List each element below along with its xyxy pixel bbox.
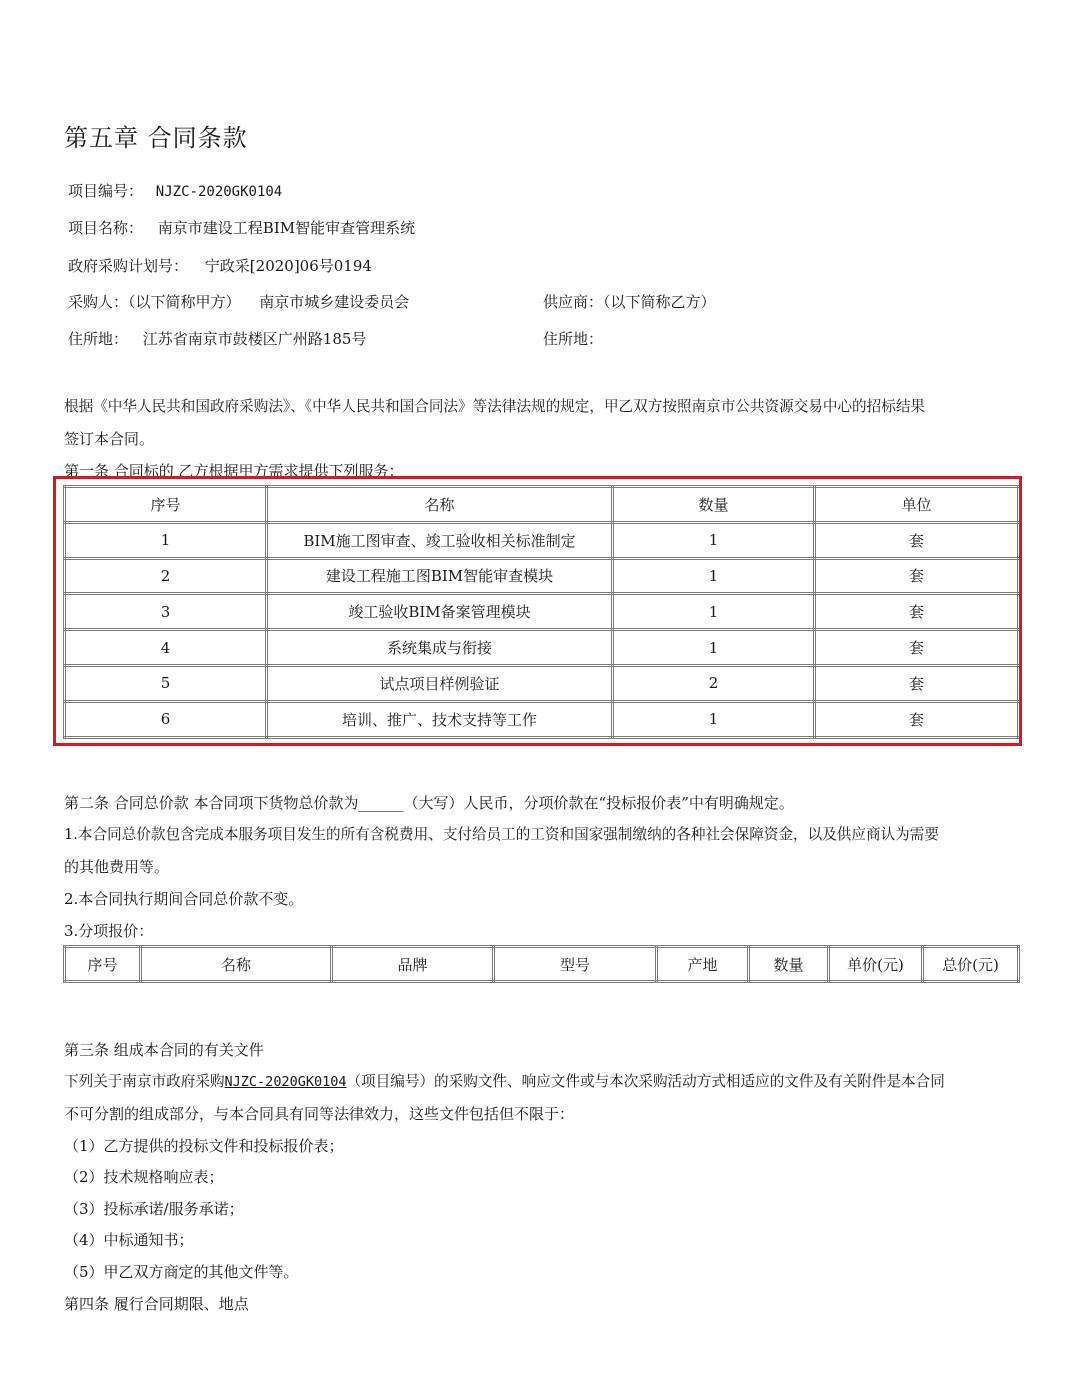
header-cell: 序号 (65, 947, 141, 982)
row-number: 6 (65, 701, 267, 737)
row-number: 1 (65, 522, 267, 558)
article-2-heading: 第二条 合同总价款 本合同项下货物总价款为______（大写）人民币，分项价款在“投标报价表”中有明确规定。 (64, 794, 794, 812)
service-name: 系统集成与衔接 (267, 630, 613, 666)
header-cell: 序号 (65, 487, 267, 523)
plan-number: 宁政采[2020]06号0194 (204, 257, 372, 275)
supplier-label: 供应商：（以下简称乙方） (543, 293, 716, 311)
unit: 套 (815, 665, 1019, 701)
unit: 套 (815, 558, 1019, 594)
article-4-heading: 第四条 履行合同期限、地点 (64, 1295, 249, 1313)
header-cell: 单价(元) (829, 947, 923, 982)
pricing-header-row (65, 947, 1019, 982)
quantity: 1 (613, 522, 815, 558)
project-number: NJZC-2020GK0104 (155, 184, 283, 200)
quantity: 1 (613, 558, 815, 594)
unit: 套 (815, 630, 1019, 666)
header-cell: 名称 (141, 947, 332, 982)
quantity: 1 (613, 630, 815, 666)
article-2-item-1-line-2: 的其他费用等。 (64, 858, 170, 876)
header-cell: 数量 (749, 947, 829, 982)
article-3-line-1-suffix: （项目编号）的采购文件、响应文件或与本次采购活动方式相适应的文件及有关附件是本合同 (346, 1073, 945, 1090)
table-row (65, 558, 1019, 594)
buyer-name: 南京市城乡建设委员会 (259, 293, 410, 311)
unit: 套 (815, 522, 1019, 558)
article-3-heading: 第三条 组成本合同的有关文件 (64, 1041, 264, 1059)
plan-number-line (68, 256, 372, 276)
article-3-project-code: NJZC-2020GK0104 (224, 1074, 347, 1090)
header-cell: 总价(元) (923, 947, 1019, 982)
table-row (65, 630, 1019, 666)
quantity: 1 (613, 701, 815, 737)
header-cell: 数量 (613, 487, 815, 523)
quantity: 2 (613, 665, 815, 701)
article-3-line-1-prefix: 下列关于南京市政府采购 (64, 1073, 225, 1090)
article-3-line-2: 不可分割的组成部分，与本合同具有同等法律效力，这些文件包括但不限于： (64, 1105, 575, 1123)
article-3-line-1 (64, 1072, 945, 1092)
header-cell: 品牌 (332, 947, 494, 982)
intro-line-1: 根据《中华人民共和国政府采购法》、《中华人民共和国合同法》等法律法规的规定，甲乙双方按照南京市公共资源交易中心的招标结果 (64, 398, 926, 415)
intro-line-2: 签订本合同。 (64, 430, 155, 448)
table-row (65, 665, 1019, 701)
service-name: 培训、推广、技术支持等工作 (267, 701, 613, 737)
row-number: 2 (65, 558, 267, 594)
plan-number-label: 政府采购计划号： (68, 257, 189, 275)
list-item: （5）甲乙双方商定的其他文件等。 (64, 1263, 299, 1281)
article-2-item-3: 3.分项报价： (64, 922, 154, 940)
services-table (63, 485, 1020, 739)
project-name-label: 项目名称： (68, 219, 144, 237)
article-2-item-1-line-1: 1.本合同总价款包含完成本服务项目发生的所有含税费用、支付给员工的工资和国家强制缴纳的各种社会保障资金，以及供应商认为需要 (64, 826, 939, 843)
chapter-title: 第五章 合同条款 (64, 124, 248, 152)
project-name: 南京市建设工程BIM智能审查管理系统 (157, 219, 416, 237)
table-row (65, 594, 1019, 630)
list-item: （2）技术规格响应表； (64, 1168, 224, 1186)
header-cell: 单位 (815, 487, 1019, 523)
pricing-table (63, 945, 1020, 983)
service-name: 建设工程施工图BIM智能审查模块 (267, 558, 613, 594)
header-cell: 型号 (494, 947, 657, 982)
supplier-address-label: 住所地： (543, 330, 604, 348)
project-name-line (68, 218, 415, 238)
project-number-line (68, 181, 282, 202)
list-item: （4）中标通知书； (64, 1231, 194, 1249)
quantity: 1 (613, 594, 815, 630)
list-item: （1）乙方提供的投标文件和投标报价表； (64, 1137, 344, 1155)
buyer-address-line (68, 329, 366, 349)
service-name: BIM施工图审查、竣工验收相关标准制定 (267, 522, 613, 558)
list-item: （3）投标承诺/服务承诺； (64, 1200, 244, 1218)
header-cell: 产地 (657, 947, 749, 982)
service-name: 试点项目样例验证 (267, 665, 613, 701)
project-number-label: 项目编号： (68, 182, 144, 200)
row-number: 3 (65, 594, 267, 630)
buyer-address: 江苏省南京市鼓楼区广州路185号 (142, 330, 367, 348)
services-header-row (65, 487, 1019, 523)
buyer-line (68, 292, 409, 312)
header-cell: 名称 (267, 487, 613, 523)
article-2-item-2: 2.本合同执行期间合同总价款不变。 (64, 890, 304, 908)
buyer-address-label: 住所地： (68, 330, 129, 348)
table-row (65, 522, 1019, 558)
unit: 套 (815, 701, 1019, 737)
buyer-label: 采购人：（以下简称甲方） (68, 293, 241, 311)
article-1-heading: 第一条 合同标的 乙方根据甲方需求提供下列服务： (64, 462, 404, 480)
service-name: 竣工验收BIM备案管理模块 (267, 594, 613, 630)
row-number: 4 (65, 630, 267, 666)
table-row (65, 701, 1019, 737)
unit: 套 (815, 594, 1019, 630)
row-number: 5 (65, 665, 267, 701)
